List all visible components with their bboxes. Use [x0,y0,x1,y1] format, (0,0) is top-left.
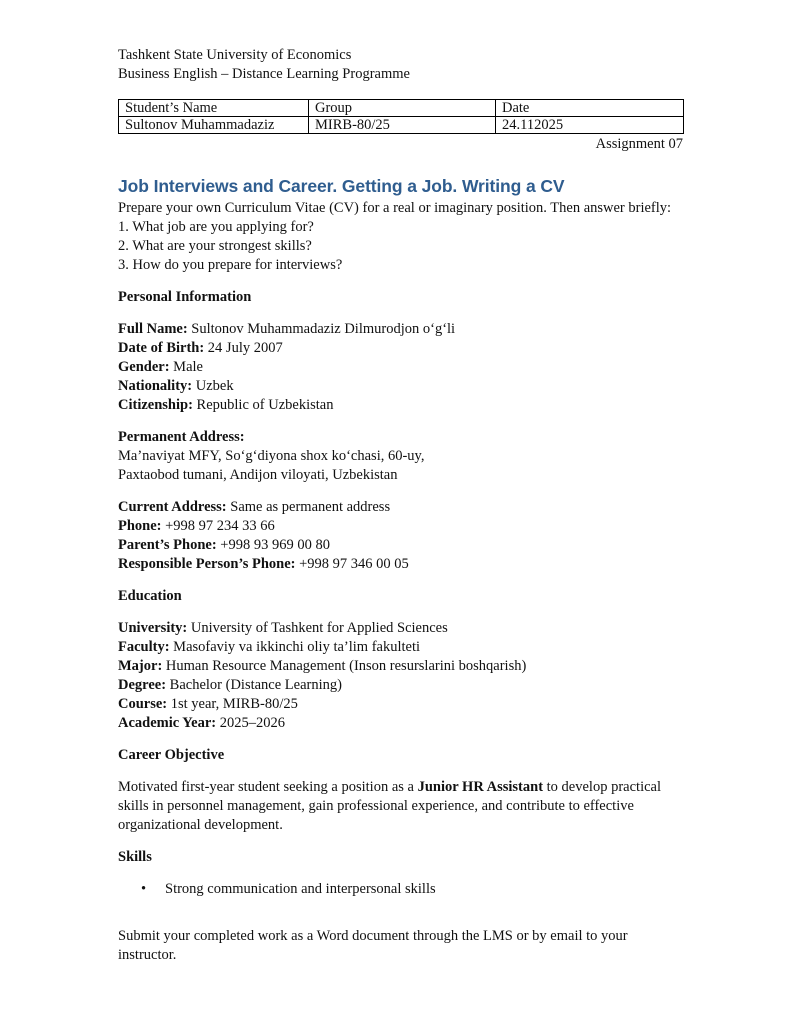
table-cell: Group [309,100,496,117]
field-label: Academic Year: [118,715,217,731]
field-value: +998 97 234 33 66 [161,518,275,534]
field-gender [118,358,683,377]
submission-note: Submit your completed work as a Word document through the LMS or by email to your instructor. [118,928,628,963]
instructions-intro: Prepare your own Curriculum Vitae (CV) for a real or imaginary position. Then answer briefly: [118,200,672,216]
assignment-number: Assignment 07 [595,136,683,152]
objective-highlight: Junior HR Assistant [417,779,544,795]
field-value: Republic of Uzbekistan [192,397,334,413]
field-value: +998 93 969 00 80 [216,537,330,553]
field-label: Responsible Person’s Phone: [118,556,296,572]
permanent-address-label: Permanent Address: [118,429,245,445]
field-major [118,657,683,676]
field-value: Bachelor (Distance Learning) [166,677,342,693]
table-cell: Student’s Name [119,100,309,117]
field-label: Current Address: [118,499,227,515]
field-value: University of Tashkent for Applied Sciences [187,620,448,636]
section-heading-objective: Career Objective [118,747,225,763]
field-full-name [118,320,683,339]
field-value: Sultonov Muhammadaziz Dilmurodjon o‘g‘li [187,321,456,337]
field-current-address [118,498,683,517]
field-date-of-birth [118,339,683,358]
list-item [118,880,683,899]
field-nationality [118,377,683,396]
field-label: Citizenship: [118,397,193,413]
objective-text-start: Motivated first-year student seeking a position as a [118,779,418,795]
field-course [118,695,683,714]
field-label: Phone: [118,518,162,534]
field-value: 1st year, MIRB-80/25 [167,696,298,712]
field-citizenship [118,396,683,415]
table-cell: 24.112025 [496,117,684,134]
student-info-table [118,99,684,134]
question-item: 1. What job are you applying for? [118,219,314,235]
objective-text-end: to develop practical skills in personnel management, gain professional experience, and contribute to effective organizational development. [118,779,661,833]
field-value: +998 97 346 00 05 [295,556,409,572]
field-degree [118,676,683,695]
skill-text: Strong communication and interpersonal skills [165,881,436,897]
field-value: 2025–2026 [216,715,285,731]
field-label: Date of Birth: [118,340,205,356]
field-label: Parent’s Phone: [118,537,217,553]
field-parent-phone [118,536,683,555]
field-university [118,619,683,638]
programme-name: Business English – Distance Learning Programme [118,66,410,82]
question-item: 2. What are your strongest skills? [118,238,312,254]
field-responsible-phone [118,555,683,574]
field-value: Uzbek [192,378,234,394]
field-label: Major: [118,658,163,674]
document-page [118,46,683,965]
question-item: 3. How do you prepare for interviews? [118,257,343,273]
field-label: Nationality: [118,378,193,394]
field-label: Full Name: [118,321,188,337]
section-heading-education: Education [118,588,182,604]
table-row [119,117,684,134]
field-academic-year [118,714,683,733]
field-value: Male [169,359,203,375]
section-heading-personal: Personal Information [118,289,252,305]
field-value: Same as permanent address [226,499,391,515]
field-label: University: [118,620,188,636]
table-cell: Date [496,100,684,117]
field-value: Human Resource Management (Inson resurslarini boshqarish) [162,658,527,674]
field-label: Gender: [118,359,170,375]
field-value: Masofaviy va ikkinchi oliy ta’lim fakulteti [169,639,421,655]
field-label: Degree: [118,677,167,693]
page-title: Job Interviews and Career. Getting a Job. Writing a CV [118,176,565,196]
address-line: Ma’naviyat MFY, So‘g‘diyona shox ko‘chasi, 60-uy, [118,448,425,464]
table-cell: Sultonov Muhammadaziz [119,117,309,134]
table-cell: MIRB-80/25 [309,117,496,134]
field-label: Course: [118,696,168,712]
field-faculty [118,638,683,657]
university-name: Tashkent State University of Economics [118,47,352,63]
field-phone [118,517,683,536]
table-header-row [119,100,684,117]
section-heading-skills: Skills [118,849,152,865]
address-line: Paxtaobod tumani, Andijon viloyati, Uzbekistan [118,467,398,483]
bullet-icon: • [141,881,147,897]
career-objective-text [118,778,663,835]
field-value: 24 July 2007 [204,340,283,356]
field-label: Faculty: [118,639,170,655]
